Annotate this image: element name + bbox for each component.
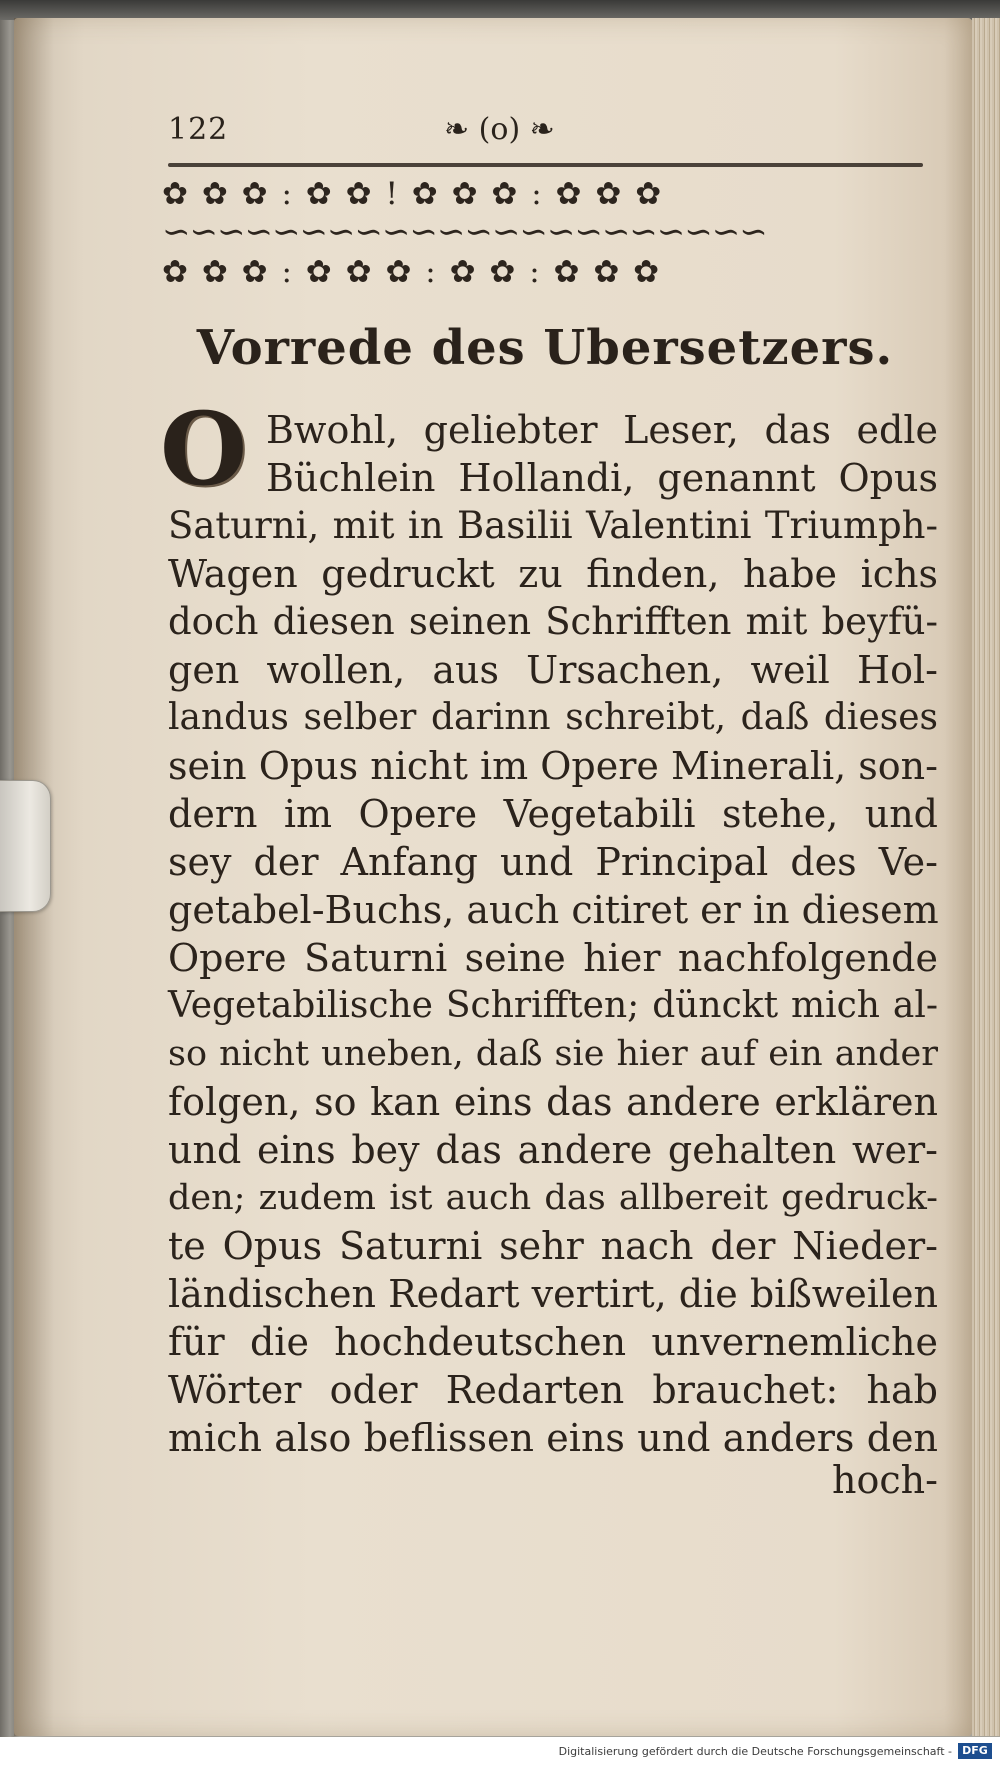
text-line: Büchlein Hollandi, genannt Opus: [266, 456, 938, 500]
text-line: Saturni, mit in Basilii Valentini Triumph-: [168, 504, 938, 547]
text-line: landus selber darinn schreibt, daß dieses: [168, 697, 938, 738]
text-line: sey der Anfang und Principal des Ve-: [168, 840, 938, 884]
text-line: doch diesen seinen Schrifften mit beyfü-: [168, 600, 938, 643]
text-line: dern im Opere Vegetabili stehe, und: [168, 792, 938, 836]
page-number: 122: [168, 112, 229, 147]
header-ornament: ❧ (o) ❧: [444, 112, 555, 147]
text-line: den; zudem ist auch das allbereit gedruck-: [168, 1178, 938, 1218]
book-top-edge: [0, 0, 1000, 20]
page-stack-edge: [972, 18, 1000, 1736]
digitization-credit: Digitalisierung gefördert durch die Deutsche Forschungsgemeinschaft -: [558, 1745, 952, 1758]
text-line: gen wollen, aus Ursachen, weil Hol-: [168, 648, 938, 692]
section-heading: Vorrede des Ubersetzers.: [196, 320, 894, 376]
text-line: getabel-Buchs, auch citiret er in diesem: [168, 888, 939, 932]
text-line: Wagen gedruckt zu finden, habe ichs: [168, 552, 938, 596]
ornament-row: ✿ ✿ ✿ : ✿ ✿ ! ✿ ✿ ✿ : ✿ ✿ ✿: [162, 176, 664, 212]
page-clip: [0, 780, 51, 912]
text-line: mich also beflissen eins und anders den: [168, 1416, 938, 1460]
running-header: [168, 112, 928, 160]
text-line: für die hochdeutschen unvernemliche: [168, 1320, 938, 1364]
body-text: [160, 390, 939, 1515]
catchword: hoch-: [832, 1458, 938, 1502]
ornament-row: ✿ ✿ ✿ : ✿ ✿ ✿ : ✿ ✿ : ✿ ✿ ✿: [162, 254, 662, 290]
ornament-row: ∽∽∽∽∽∽∽∽∽∽∽∽∽∽∽∽∽∽∽∽∽∽: [162, 212, 767, 252]
text-line: Vegetabilische Schrifften; dünckt mich al-: [168, 985, 938, 1026]
text-line: sein Opus nicht im Opere Minerali, son-: [168, 744, 938, 788]
drop-cap: O: [160, 390, 248, 508]
text-line: te Opus Saturni sehr nach der Nieder-: [168, 1224, 938, 1268]
text-line: Wörter oder Redarten brauchet: hab: [168, 1368, 938, 1412]
header-rule: [168, 163, 923, 167]
text-line: so nicht uneben, daß sie hier auf ein ander: [168, 1034, 938, 1074]
text-line: folgen, so kan eins das andere erklären: [168, 1080, 938, 1124]
text-line: Opere Saturni seine hier nachfolgende: [168, 936, 938, 980]
ornament-band: [162, 175, 937, 295]
text-line: Bwohl, geliebter Leser, das edle: [266, 408, 938, 452]
dfg-logo: DFG: [958, 1743, 992, 1759]
text-line: ländischen Redart vertirt, die bißweilen: [168, 1272, 938, 1316]
text-line: und eins bey das andere gehalten wer-: [168, 1128, 938, 1172]
